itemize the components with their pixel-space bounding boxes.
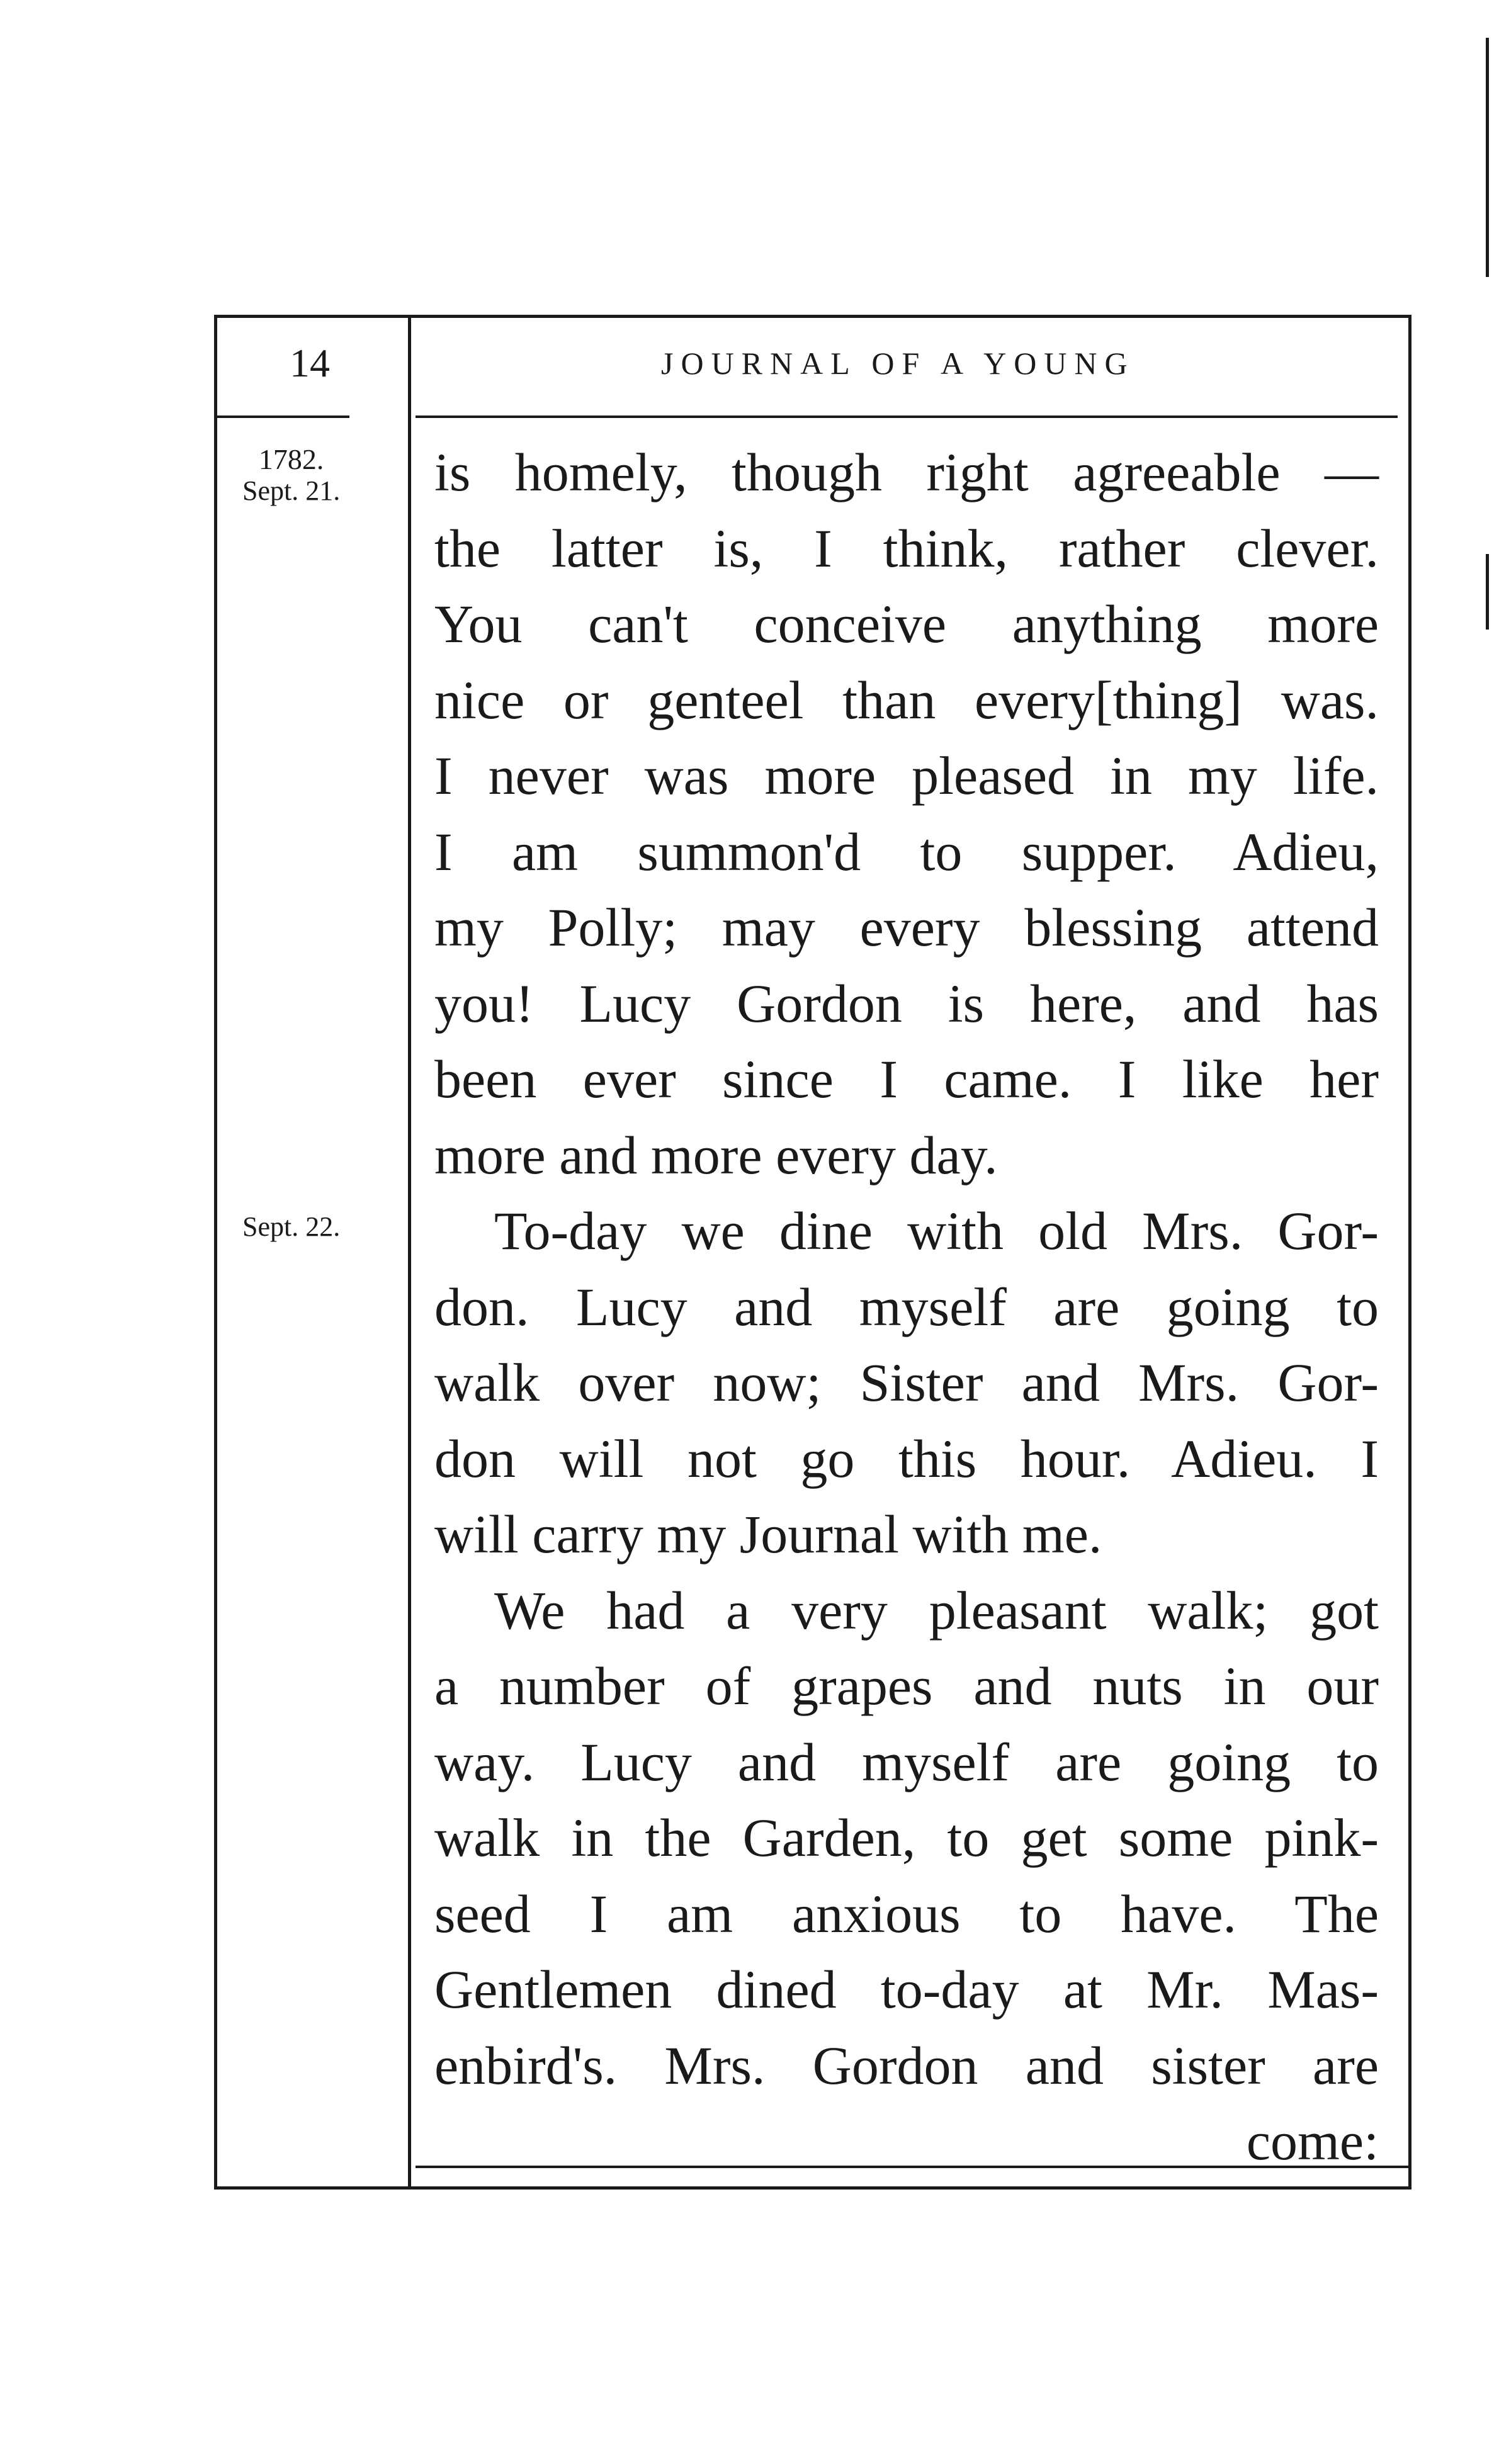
text-line: is homely, though right agreeable — bbox=[434, 442, 1379, 502]
margin-note-sept-22 bbox=[242, 1212, 340, 1242]
header-rule-right bbox=[416, 415, 1398, 418]
text-line: nice or genteel than every[thing] was. bbox=[434, 669, 1379, 730]
text-line: Gentlemen dined to-day at Mr. Mas- bbox=[434, 1959, 1379, 2020]
margin-note-date: Sept. 22. bbox=[242, 1211, 341, 1242]
text-line: We had a very pleasant walk; got bbox=[494, 1580, 1379, 1641]
text-line: a number of grapes and nuts in our bbox=[434, 1656, 1379, 1716]
journal-text bbox=[434, 434, 1379, 2179]
text-line: way. Lucy and myself are going to bbox=[434, 1731, 1379, 1792]
text-line: been ever since I came. I like her bbox=[434, 1049, 1379, 1109]
margin-divider bbox=[408, 315, 411, 2190]
margin-note-date: Sept. 21. bbox=[242, 475, 341, 506]
text-line: you! Lucy Gordon is here, and has bbox=[434, 973, 1379, 1034]
edge-mark-top bbox=[1486, 38, 1489, 277]
edge-mark-middle bbox=[1486, 554, 1489, 630]
catchword: come: bbox=[1246, 2111, 1379, 2171]
text-line: the latter is, I think, rather clever. bbox=[434, 517, 1379, 579]
text-line: more and more every day. bbox=[434, 1124, 998, 1185]
text-line: don. Lucy and myself are going to bbox=[434, 1276, 1379, 1337]
text-line: seed I am anxious to have. The bbox=[434, 1883, 1379, 1944]
page-number: 14 bbox=[290, 341, 330, 385]
text-line: will carry my Journal with me. bbox=[434, 1504, 1102, 1564]
margin-note-sept-21 bbox=[242, 444, 340, 506]
text-line: walk in the Garden, to get some pink- bbox=[434, 1807, 1379, 1868]
text-line: don will not go this hour. Adieu. I bbox=[434, 1428, 1379, 1489]
text-line: I am summon'd to supper. Adieu, bbox=[434, 821, 1379, 882]
text-line: To-day we dine with old Mrs. Gor- bbox=[494, 1201, 1379, 1261]
text-line: my Polly; may every blessing attend bbox=[434, 897, 1379, 958]
running-head: JOURNAL OF A YOUNG bbox=[661, 346, 1135, 381]
text-line: walk over now; Sister and Mrs. Gor- bbox=[434, 1352, 1379, 1413]
margin-note-year: 1782. bbox=[258, 443, 324, 475]
header-rule-left bbox=[217, 415, 349, 418]
text-line: You can't conceive anything more bbox=[434, 594, 1379, 654]
text-line: I never was more pleased in my life. bbox=[434, 745, 1379, 806]
text-line: enbird's. Mrs. Gordon and sister are bbox=[434, 2035, 1379, 2096]
